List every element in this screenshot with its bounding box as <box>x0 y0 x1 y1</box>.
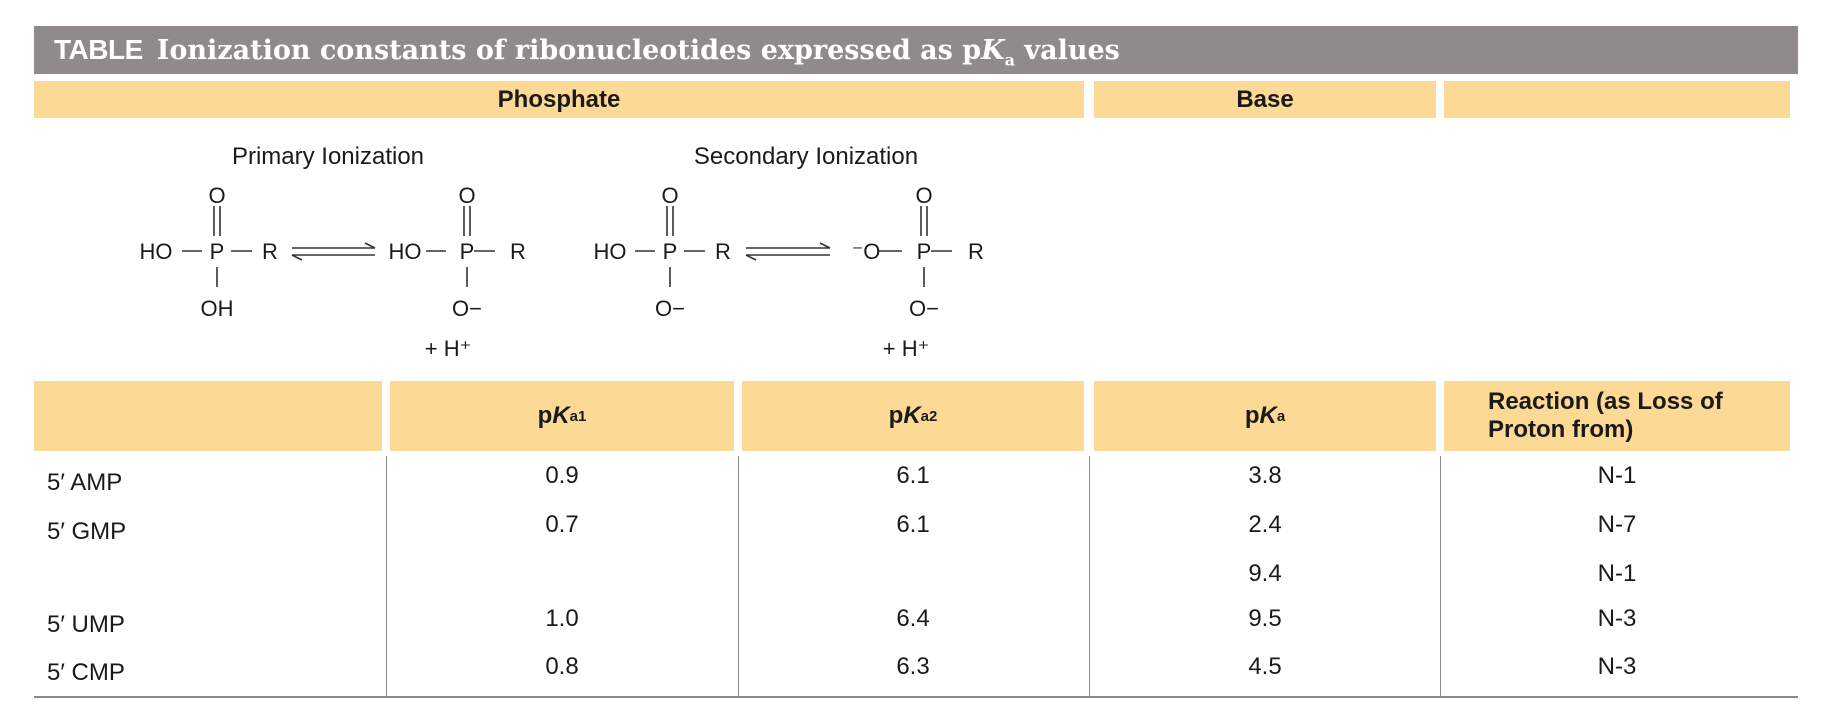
cell-reaction: N-1 <box>1597 560 1637 587</box>
primary-ionization-title: Primary Ionization <box>231 143 425 170</box>
cell-pka1: 1.0 <box>545 605 579 632</box>
cell-pka2: 6.1 <box>896 462 930 489</box>
cell-reaction: N-3 <box>1597 653 1637 680</box>
cell-pka2: 6.3 <box>896 653 930 680</box>
atom-label: R <box>715 239 731 264</box>
cell-reaction: N-3 <box>1597 605 1637 632</box>
cell-reaction: N-7 <box>1597 511 1637 538</box>
row-label: 5′ CMP <box>47 659 125 686</box>
atom-label: O− <box>655 296 685 321</box>
row-label: 5′ UMP <box>47 611 125 638</box>
atom-label: P <box>662 239 678 264</box>
cell-base-pka: 9.5 <box>1248 605 1282 632</box>
column-divider <box>1089 456 1090 696</box>
phosphate-header: Phosphate <box>34 81 1084 118</box>
atom-label: R <box>968 239 984 264</box>
atom-label: P <box>916 239 932 264</box>
secondary-ionization-title: Secondary Ionization <box>693 143 919 170</box>
column-header-pka2: p K a2 <box>742 381 1084 451</box>
atom-label: O <box>915 183 933 208</box>
atom-label: P <box>459 239 475 264</box>
cell-pka1: 0.7 <box>545 511 579 538</box>
atom-label: R <box>262 239 278 264</box>
table-title-bar <box>34 26 1798 74</box>
base-header: Base <box>1094 81 1436 118</box>
ionization-diagrams <box>0 128 1040 368</box>
secondary-products: + H⁺ <box>882 336 930 361</box>
atom-label: P <box>209 239 225 264</box>
cell-base-pka: 4.5 <box>1248 653 1282 680</box>
row-label: 5′ AMP <box>47 469 123 496</box>
cell-base-pka: 9.4 <box>1248 560 1282 587</box>
column-header-compound <box>34 381 382 451</box>
blank-header <box>1444 81 1790 118</box>
table-label: TABLE <box>54 34 143 65</box>
column-header-pka1: p K a1 <box>390 381 734 451</box>
atom-label: O <box>458 183 476 208</box>
atom-label: O− <box>452 296 482 321</box>
atom-label: O <box>208 183 226 208</box>
cell-pka1: 0.9 <box>545 462 579 489</box>
column-header-base-pka: p K a <box>1094 381 1436 451</box>
cell-reaction: N-1 <box>1597 462 1637 489</box>
cell-base-pka: 3.8 <box>1248 462 1282 489</box>
cell-pka2: 6.4 <box>896 605 930 632</box>
table-title: Ionization constants of ribonucleotides expressed as $pK_a$ values <box>156 35 1120 70</box>
atom-label: HO <box>388 239 422 264</box>
cell-pka2: 6.1 <box>896 511 930 538</box>
cell-base-pka: 2.4 <box>1248 511 1282 538</box>
atom-label: HO <box>139 239 173 264</box>
atom-label: OH <box>200 296 234 321</box>
cell-pka1: 0.8 <box>545 653 579 680</box>
atom-label: R <box>510 239 526 264</box>
atom-label: O− <box>909 296 939 321</box>
column-header-reaction: Reaction (as Loss of Proton from) <box>1444 381 1790 451</box>
atom-label: ⁻O <box>851 239 881 264</box>
column-divider <box>738 456 739 696</box>
column-divider <box>1440 456 1441 696</box>
atom-label: O <box>661 183 679 208</box>
row-label: 5′ GMP <box>47 518 127 545</box>
atom-label: HO <box>593 239 627 264</box>
table-bottom-rule <box>34 696 1798 698</box>
primary-products: + H⁺ <box>424 336 472 361</box>
column-divider <box>386 456 387 696</box>
